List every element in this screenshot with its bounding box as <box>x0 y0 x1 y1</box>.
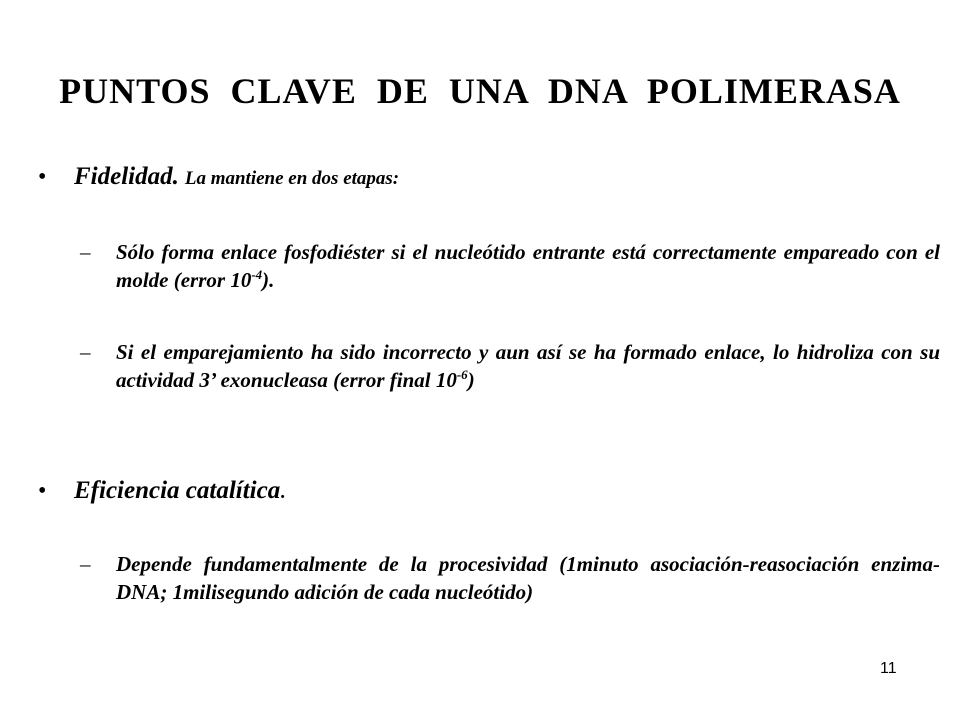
bullet-marker: • <box>38 478 47 504</box>
page-number: 11 <box>880 660 897 677</box>
bullet-lead: Eficiencia catalítica <box>74 477 281 504</box>
bullet-eficiencia <box>38 477 285 505</box>
bullet-rest: . <box>280 482 285 503</box>
sub-item-text: Depende fundamentalmente de la procesividad (1minuto asociación-reasociación enzima-DNA; 1milisegundo adición de cada nucleótido) <box>116 552 940 604</box>
exponent: -6 <box>456 367 468 382</box>
bullet-fidelidad <box>38 163 399 191</box>
dash-marker: – <box>80 240 91 264</box>
sub-item-text: Sólo forma enlace fosfodiéster si el nucleótido entrante está correctamente empareado con el molde (error $10^{-4}$). <box>116 240 940 292</box>
slide-title: PUNTOS CLAVE DE UNA DNA POLIMERASA <box>59 71 901 111</box>
dash-marker: – <box>80 340 91 364</box>
exponent: -4 <box>251 267 263 282</box>
sub-item <box>80 338 940 394</box>
bullet-rest: La mantiene en dos etapas: <box>184 168 400 189</box>
sub-item-text: Si el emparejamiento ha sido incorrecto y aun así se ha formado enlace, lo hidroliza con su actividad 3’ exonucleasa (error final $10^{-6}$) <box>116 340 940 392</box>
sub-item <box>80 550 940 606</box>
bullet-marker: • <box>38 164 47 190</box>
dash-marker: – <box>80 552 91 576</box>
sub-item <box>80 238 940 294</box>
bullet-lead: Fidelidad. <box>74 163 179 190</box>
